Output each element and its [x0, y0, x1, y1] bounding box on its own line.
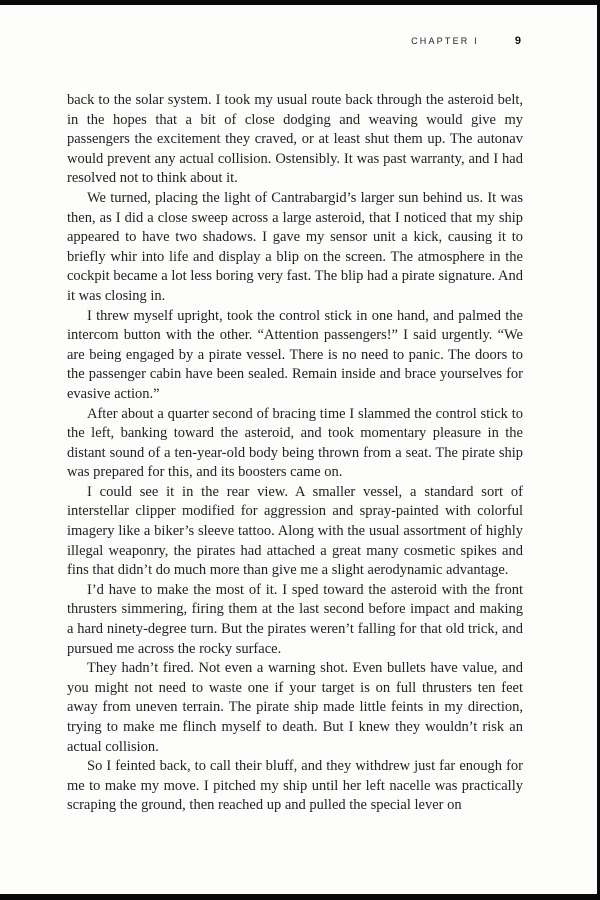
paragraph-6: I’d have to make the most of it. I sped toward the asteroid with the front thrusters simmering, firing them at the last second before impact and making a hard ninety-degree turn. But the pirates weren’t falling for that old trick, and pursued me across the rocky surface. [67, 581, 523, 657]
page-number: 9 [514, 35, 521, 47]
scan-edge-top [0, 0, 600, 5]
paragraph-1: back to the solar system. I took my usual route back through the asteroid belt, in the hopes that a bit of close dodging and weaving would give my passengers the excitement they craved, or at least shut them up. The autonav would prevent any actual collision. Ostensibly. It was past warranty, and I had resolved not to think about it. [67, 92, 523, 187]
paragraph-3: I threw myself upright, took the control stick in one hand, and palmed the intercom button with the other. “Attention passengers!” I said urgently. “We are being engaged by a pirate vessel. There is no need to panic. The doors to the passenger cabin have been sealed. Remain inside and brace yourselves for evasive action.” [67, 307, 523, 402]
page-body [67, 91, 523, 816]
chapter-label: CHAPTER I [411, 36, 479, 46]
paragraph-4: After about a quarter second of bracing time I slammed the control stick to the left, banking toward the asteroid, and took momentary pleasure in the distant sound of a ten-year-old body being thrown from a seat. The pirate ship was prepared for this, and its boosters came on. [67, 405, 523, 481]
paragraph-5: I could see it in the rear view. A smaller vessel, a standard sort of interstellar clipper modified for aggression and spray-painted with colorful imagery like a biker’s sleeve tattoo. Along with the usual assortment of highly illegal weaponry, the pirates had attached a great many cosmetic spikes and fins that didn’t do much more than give me a slight aerodynamic advantage. [67, 483, 523, 579]
scan-edge-bottom [0, 894, 600, 900]
paragraph-2: We turned, placing the light of Cantrabargid’s larger sun behind us. It was then, as I did a close sweep across a large asteroid, that I noticed that my ship appeared to have two shadows. I gave my sensor unit a kick, causing it to briefly whir into life and display a blip on the screen. The atmosphere in the cockpit became a lot less boring very fast. The blip had a pirate signature. And it was closing in. [67, 189, 523, 304]
paragraph-7: They hadn’t fired. Not even a warning shot. Even bullets have value, and you might not need to waste one if your target is on full thrusters ten feet away from uneven terrain. The pirate ship made little feints in my direction, trying to make me flinch myself to death. But I knew they wouldn’t risk an actual collision. [67, 660, 523, 755]
running-head [0, 31, 521, 49]
paragraph-8: So I feinted back, to call their bluff, and they withdrew just far enough for me to make my move. I pitched my ship until her left nacelle was practically scraping the ground, then reached up and pulled the special lever on [67, 758, 523, 814]
